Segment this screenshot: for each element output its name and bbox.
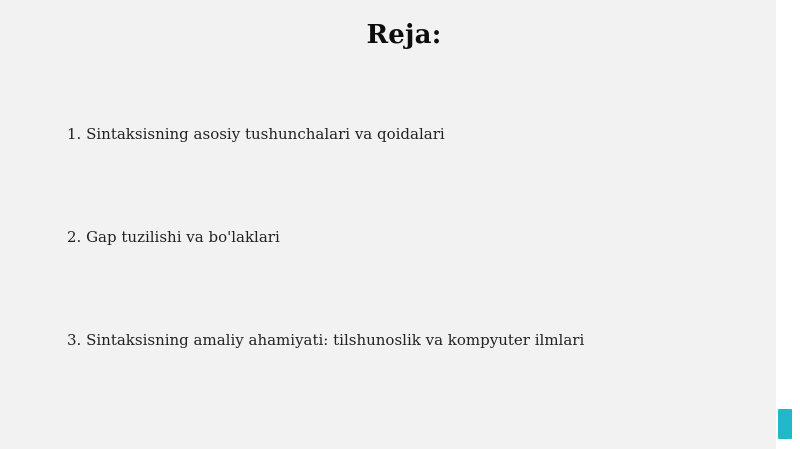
slide-title: Reja: (366, 20, 442, 50)
plan-item-1: 1. Sintaksisning asosiy tushunchalari va qoidalari (67, 125, 445, 143)
vertical-scrollbar[interactable] (776, 0, 800, 449)
scrollbar-thumb[interactable] (778, 409, 792, 439)
plan-item-3: 3. Sintaksisning amaliy ahamiyati: tilshunoslik va kompyuter ilmlari (67, 331, 585, 349)
plan-item-2: 2. Gap tuzilishi va bo'laklari (67, 228, 280, 246)
